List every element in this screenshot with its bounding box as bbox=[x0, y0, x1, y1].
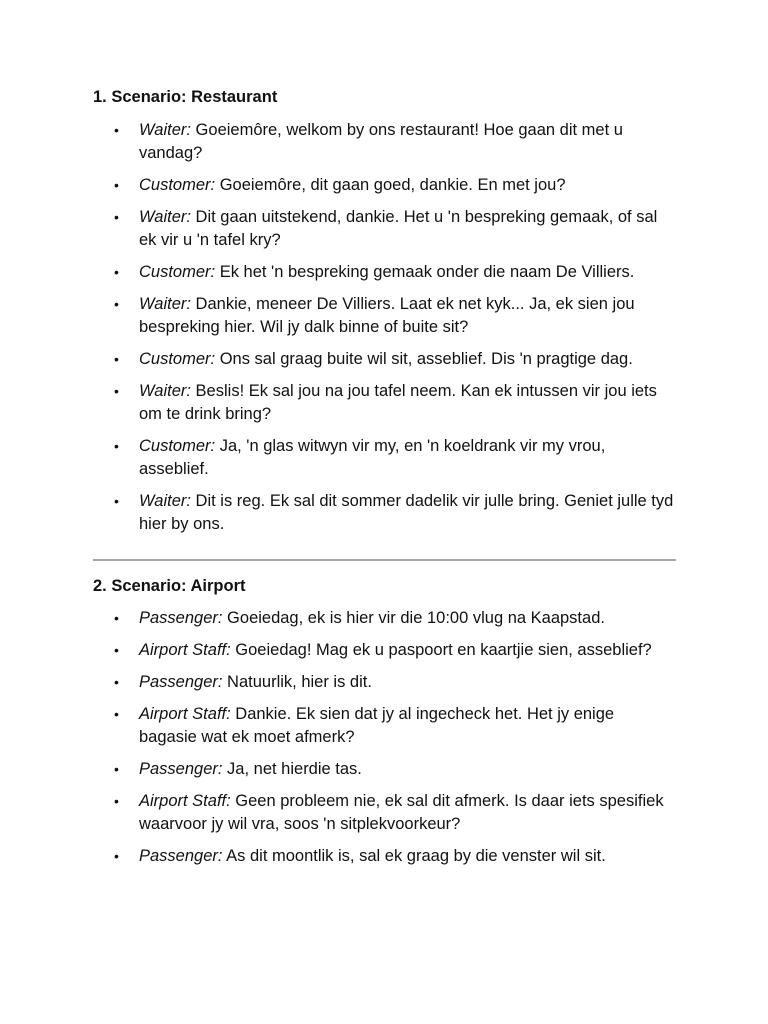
speaker-label: Passenger: bbox=[139, 847, 223, 865]
dialogue-line bbox=[0, 607, 768, 630]
dialogue-line bbox=[0, 845, 768, 868]
speaker-label: Airport Staff: bbox=[139, 792, 231, 810]
bullet-icon: • bbox=[114, 351, 119, 367]
dialogue-line bbox=[0, 703, 768, 749]
bullet-icon: • bbox=[114, 761, 119, 777]
dialogue-list-restaurant bbox=[0, 119, 768, 545]
line-text: Dankie. Ek sien dat jy al ingecheck het. Het jy enige bagasie wat ek moet afmerk? bbox=[139, 705, 615, 746]
dialogue-line bbox=[0, 261, 768, 284]
speaker-label: Passenger: bbox=[139, 609, 223, 627]
bullet-icon: • bbox=[114, 177, 119, 193]
bullet-icon: • bbox=[114, 793, 119, 809]
line-text: Ja, 'n glas witwyn vir my, en 'n koeldrank vir my vrou, asseblief. bbox=[139, 437, 606, 478]
line-text: Ons sal graag buite wil sit, asseblief. Dis 'n pragtige dag. bbox=[215, 350, 633, 368]
speaker-label: Waiter: bbox=[139, 295, 191, 313]
bullet-icon: • bbox=[114, 610, 119, 626]
section-title-restaurant: 1. Scenario: Restaurant bbox=[93, 88, 278, 106]
speaker-label: Waiter: bbox=[139, 121, 191, 139]
dialogue-line bbox=[0, 174, 768, 197]
bullet-icon: • bbox=[114, 296, 119, 312]
bullet-icon: • bbox=[114, 438, 119, 454]
speaker-label: Waiter: bbox=[139, 208, 191, 226]
line-text: Goeiedag, ek is hier vir die 10:00 vlug na Kaapstad. bbox=[222, 609, 605, 627]
line-text: Goeiedag! Mag ek u paspoort en kaartjie sien, asseblief? bbox=[230, 641, 652, 659]
speaker-label: Customer: bbox=[139, 263, 216, 281]
line-text: Beslis! Ek sal jou na jou tafel neem. Kan ek intussen vir jou iets om te drink bring? bbox=[139, 382, 657, 423]
dialogue-line bbox=[0, 380, 768, 426]
bullet-icon: • bbox=[114, 383, 119, 399]
speaker-label: Waiter: bbox=[139, 382, 191, 400]
line-text: Dit gaan uitstekend, dankie. Het u 'n bespreking gemaak, of sal ek vir u 'n tafel kry? bbox=[139, 208, 658, 249]
dialogue-list-airport bbox=[0, 607, 768, 877]
dialogue-line bbox=[0, 206, 768, 252]
line-text: Dankie, meneer De Villiers. Laat ek net kyk... Ja, ek sien jou bespreking hier. Wil jy dalk binne of buite sit? bbox=[139, 295, 635, 336]
bullet-icon: • bbox=[114, 209, 119, 225]
dialogue-line bbox=[0, 758, 768, 781]
dialogue-line bbox=[0, 435, 768, 481]
line-text: Natuurlik, hier is dit. bbox=[222, 673, 372, 691]
dialogue-line bbox=[0, 790, 768, 836]
bullet-icon: • bbox=[114, 493, 119, 509]
speaker-label: Customer: bbox=[139, 350, 216, 368]
speaker-label: Customer: bbox=[139, 437, 216, 455]
speaker-label: Passenger: bbox=[139, 673, 223, 691]
line-text: Geen probleem nie, ek sal dit afmerk. Is daar iets spesifiek waarvoor jy wil vra, soos 'n sitplekvoorkeur? bbox=[139, 792, 664, 833]
bullet-icon: • bbox=[114, 264, 119, 280]
dialogue-line bbox=[0, 671, 768, 694]
speaker-label: Airport Staff: bbox=[139, 641, 231, 659]
line-text: Dit is reg. Ek sal dit sommer dadelik vir julle bring. Geniet julle tyd hier by ons. bbox=[139, 492, 674, 533]
dialogue-line bbox=[0, 293, 768, 339]
dialogue-line bbox=[0, 119, 768, 165]
speaker-label: Passenger: bbox=[139, 760, 223, 778]
speaker-label: Waiter: bbox=[139, 492, 191, 510]
line-text: Ja, net hierdie tas. bbox=[222, 760, 362, 778]
line-text: Goeiemôre, dit gaan goed, dankie. En met jou? bbox=[215, 176, 566, 194]
dialogue-line bbox=[0, 490, 768, 536]
bullet-icon: • bbox=[114, 122, 119, 138]
section-divider bbox=[93, 559, 676, 561]
line-text: As dit moontlik is, sal ek graag by die venster wil sit. bbox=[222, 847, 606, 865]
bullet-icon: • bbox=[114, 674, 119, 690]
speaker-label: Customer: bbox=[139, 176, 216, 194]
bullet-icon: • bbox=[114, 848, 119, 864]
line-text: Goeiemôre, welkom by ons restaurant! Hoe gaan dit met u vandag? bbox=[139, 121, 623, 162]
line-text: Ek het 'n bespreking gemaak onder die naam De Villiers. bbox=[215, 263, 635, 281]
section-title-airport: 2. Scenario: Airport bbox=[93, 577, 246, 595]
bullet-icon: • bbox=[114, 706, 119, 722]
dialogue-line bbox=[0, 348, 768, 371]
bullet-icon: • bbox=[114, 642, 119, 658]
speaker-label: Airport Staff: bbox=[139, 705, 231, 723]
dialogue-line bbox=[0, 639, 768, 662]
